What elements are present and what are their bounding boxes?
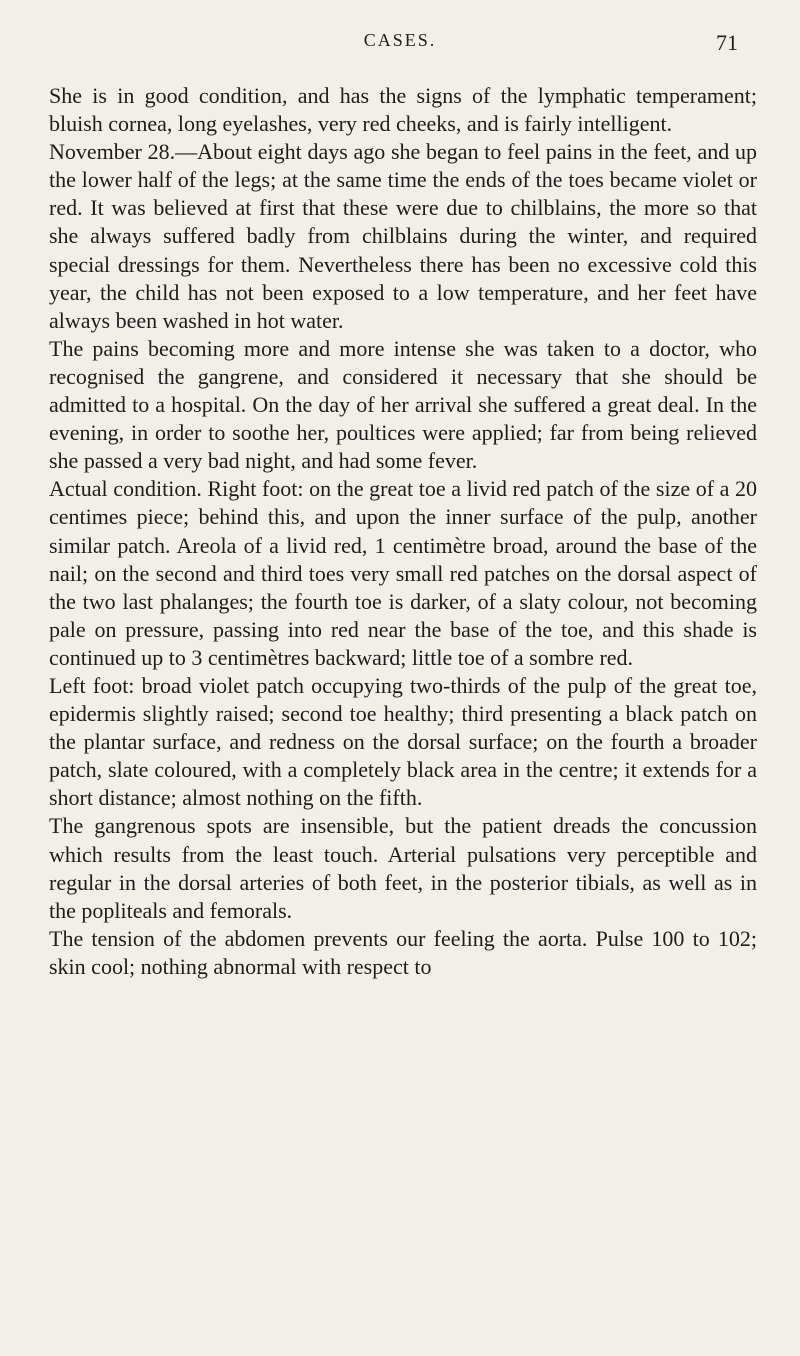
paragraph: The tension of the abdomen prevents our feeling the aorta. Pulse 100 to 102; skin cool; nothing abnormal with respect to bbox=[49, 925, 757, 979]
running-title: CASES. bbox=[363, 30, 437, 50]
paragraph: The pains becoming more and more intense she was taken to a doctor, who recognised the gangrene, and considered it necessary that she should be admitted to a hospital. On the day of her arrival she suffered a great deal. In the evening, in order to soothe her, poultices were applied; far from being relieved she passed a very bad night, and had some fever. bbox=[49, 335, 757, 474]
paragraph: Left foot: broad violet patch occupying two-thirds of the pulp of the great toe, epidermis slightly raised; second toe healthy; third presenting a black patch on the plantar surface, and redness on the dorsal surface; on the fourth a broader patch, slate coloured, with a completely black area in the centre; it extends for a short distance; almost nothing on the fifth. bbox=[49, 672, 757, 811]
paragraph: The gangrenous spots are insensible, but the patient dreads the concussion which results from the least touch. Arterial pulsations very perceptible and regular in the dorsal arteries of both feet, in the posterior tibials, as well as in the popliteals and femorals. bbox=[49, 813, 757, 923]
running-head bbox=[0, 30, 800, 60]
body-text bbox=[49, 82, 757, 981]
page-number: 71 bbox=[716, 30, 738, 55]
paragraph: She is in good condition, and has the signs of the lymphatic temperament; bluish cornea, long eyelashes, very red cheeks, and is fairly intelligent. bbox=[49, 83, 757, 137]
paragraph: Actual condition. Right foot: on the great toe a livid red patch of the size of a 20 centimes piece; behind this, and upon the inner surface of the pulp, another similar patch. Areola of a livid red, 1 centimètre broad, around the base of the nail; on the second and third toes very small red patches on the dorsal aspect of the two last phalanges; the fourth toe is darker, of a slaty colour, not becoming pale on pressure, passing into red near the base of the toe, and this shade is continued up to 3 centimètres backward; little toe of a sombre red. bbox=[49, 476, 757, 670]
paragraph: November 28.—About eight days ago she began to feel pains in the feet, and up the lower half of the legs; at the same time the ends of the toes became violet or red. It was believed at first that these were due to chilblains, the more so that she always suffered badly from chilblains during the winter, and required special dressings for them. Nevertheless there has been no excessive cold this year, the child has not been exposed to a low temperature, and her feet have always been washed in hot water. bbox=[49, 139, 757, 333]
